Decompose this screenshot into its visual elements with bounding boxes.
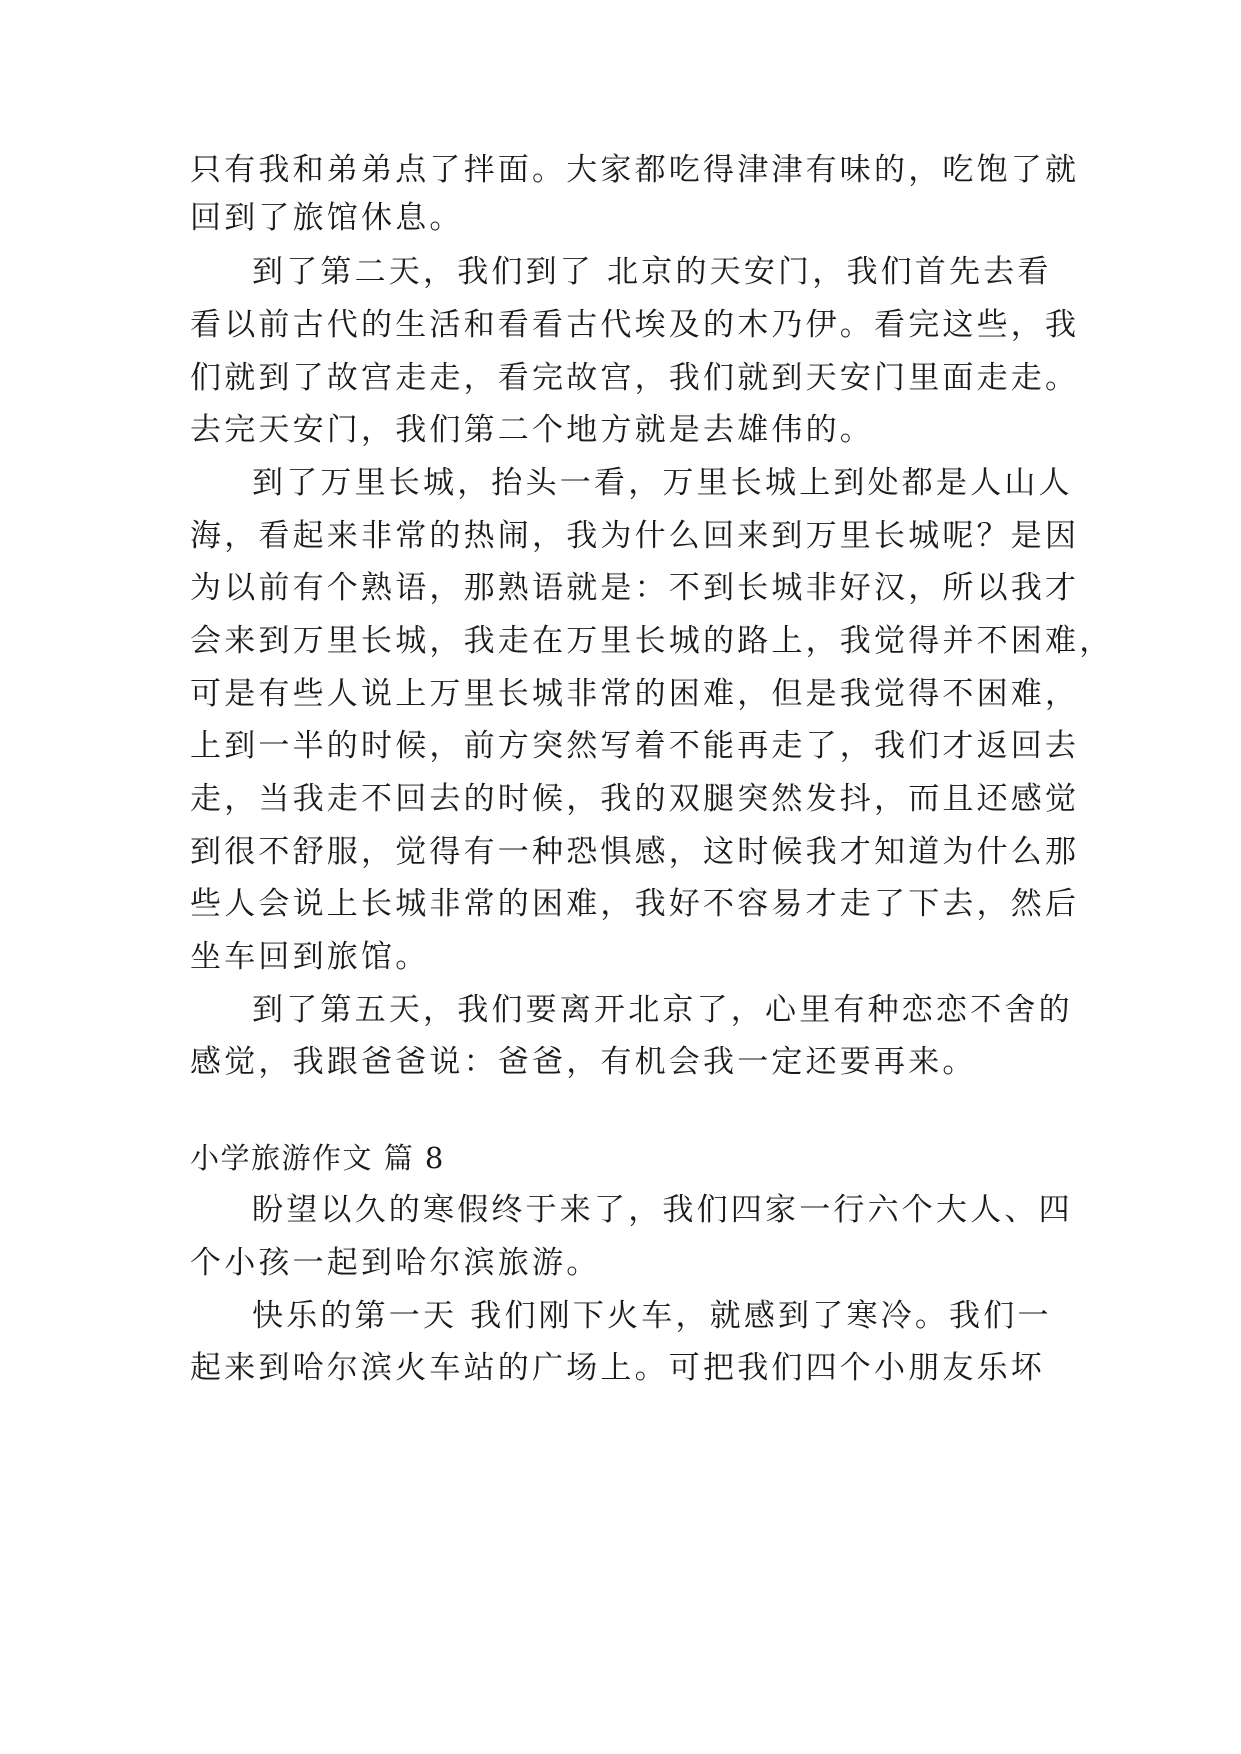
text-line: 可是有些人说上万里长城非常的困难，但是我觉得不困难， [190, 676, 1080, 712]
text-line: 个小孩一起到哈尔滨旅游。 [190, 1245, 601, 1281]
text-line: 看以前古代的生活和看看古代埃及的木乃伊。看完这些，我 [190, 307, 1080, 343]
section-heading: 小学旅游作文 篇 8 [190, 1141, 445, 1175]
text-line: 上到一半的时候，前方突然写着不能再走了，我们才返回去 [190, 728, 1080, 764]
paragraph-start-line: 到了第五天，我们要离开北京了，心里有种恋恋不舍的 [252, 992, 1073, 1028]
paragraph-start-line: 盼望以久的寒假终于来了，我们四家一行六个大人、四 [252, 1192, 1073, 1228]
text-line: 些人会说上长城非常的困难，我好不容易才走了下去，然后 [190, 886, 1080, 922]
text-line: 去完天安门，我们第二个地方就是去雄伟的。 [190, 412, 874, 448]
text-line: 们就到了故宫走走，看完故宫，我们就到天安门里面走走。 [190, 360, 1080, 396]
text-line: 到很不舒服，觉得有一种恐惧感，这时候我才知道为什么那 [190, 834, 1080, 870]
text-line: 走，当我走不回去的时候，我的双腿突然发抖，而且还感觉 [190, 781, 1080, 817]
text-line: 回到了旅馆休息。 [190, 200, 464, 236]
paragraph-start-line: 快乐的第一天 我们刚下火车，就感到了寒冷。我们一 [252, 1298, 1052, 1334]
text-line: 感觉，我跟爸爸说：爸爸，有机会我一定还要再来。 [190, 1044, 977, 1080]
text-line: 坐车回到旅馆。 [190, 939, 430, 975]
paragraph-start-line: 到了第二天，我们到了 北京的天安门，我们首先去看 [252, 254, 1052, 290]
text-line: 起来到哈尔滨火车站的广场上。可把我们四个小朋友乐坏 [190, 1350, 1045, 1386]
text-line: 海，看起来非常的热闹，我为什么回来到万里长城呢？是因 [190, 518, 1080, 554]
text-line: 为以前有个熟语，那熟语就是：不到长城非好汉，所以我才 [190, 570, 1080, 606]
paragraph-start-line: 到了万里长城，抬头一看，万里长城上到处都是人山人 [252, 465, 1073, 501]
text-line: 会来到万里长城，我走在万里长城的路上，我觉得并不困难， [190, 623, 1114, 659]
text-line: 只有我和弟弟点了拌面。大家都吃得津津有味的，吃饱了就 [190, 152, 1080, 188]
